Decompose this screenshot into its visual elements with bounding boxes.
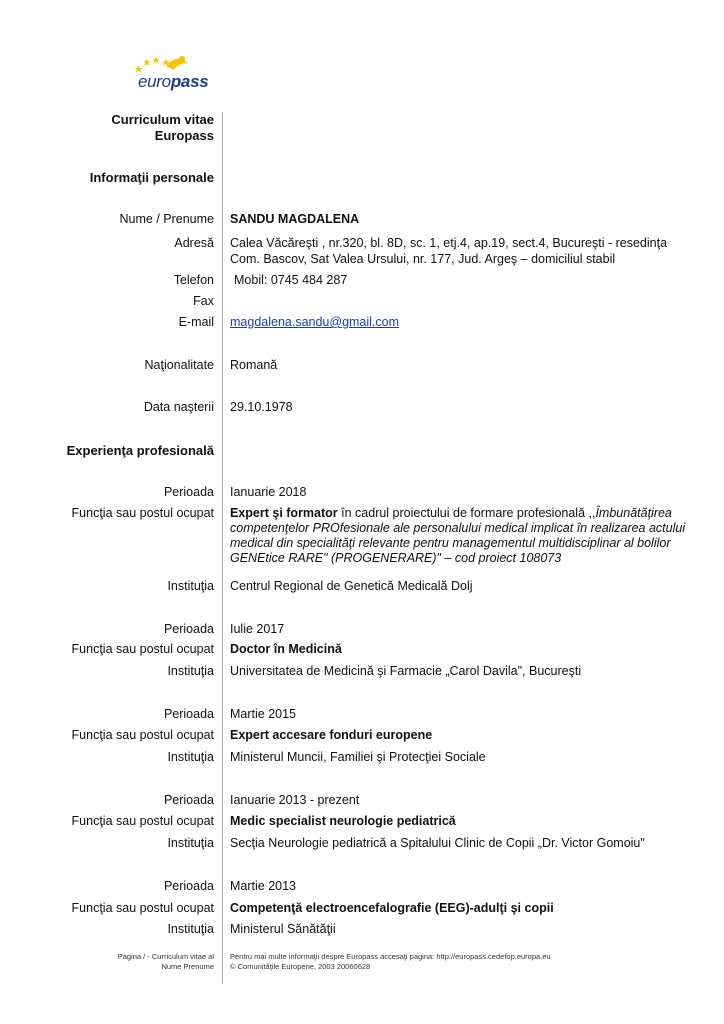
institution-label: Instituţia [167, 750, 214, 764]
position-value: Expert accesare fonduri europene [230, 728, 433, 742]
email-link[interactable]: magdalena.sandu@gmail.com [230, 315, 400, 329]
footer-right-line2: © Comunităţile Europene, 2003 20060628 [230, 962, 371, 971]
position-value: Expert şi formator în cadrul proiectului de formare profesională ,,Îmbunătăţirea [230, 506, 672, 520]
institution-label: Instituţia [167, 922, 214, 936]
position-label: Funcţia sau postul ocupat [71, 506, 214, 520]
period-label: Perioada [163, 793, 214, 807]
column-divider [222, 112, 223, 984]
institution-value: Centrul Regional de Genetică Medicală Dolj [230, 579, 473, 593]
position-value: Competenţă electroencefalografie (EEG)-adulţi şi copii [230, 901, 554, 915]
period-label: Perioada [163, 879, 214, 893]
period-value: Ianuarie 2018 [230, 485, 307, 499]
nationality-value: Romană [230, 358, 278, 372]
nationality-label: Naţionalitate [144, 358, 214, 372]
footer-right-line1: Pentru mai multe informaţii despre Europass accesaţi pagina: http://europass.cedefop.europa.eu [230, 952, 551, 961]
position-value-line2: competenţelor PROfesionale ale personalului medical implicat în realizarea actului [230, 521, 686, 535]
name-value: SANDU MAGDALENA [230, 212, 360, 226]
phone-label: Telefon [173, 273, 214, 287]
birth-label: Data naşterii [143, 400, 214, 414]
birth-value: 29.10.1978 [230, 400, 293, 414]
fax-label: Fax [193, 294, 214, 308]
institution-label: Instituţia [167, 664, 214, 678]
institution-value: Secţia Neurologie pediatrică a Spitalului Clinic de Copii „Dr. Victor Gomoiu" [230, 836, 645, 850]
phone-value: Mobil: 0745 484 287 [234, 273, 348, 287]
position-label: Funcţia sau postul ocupat [71, 642, 214, 656]
period-value: Ianuarie 2013 - prezent [230, 793, 360, 807]
period-label: Perioada [163, 485, 214, 499]
footer-left-line2: Nume Prenume [161, 962, 214, 971]
institution-value: Ministerul Muncii, Familiei şi Protecţiei Sociale [230, 750, 486, 764]
section-experience-heading: Experienţa profesională [66, 443, 214, 458]
institution-value: Universitatea de Medicină şi Farmacie „Carol Davila", Bucureşti [230, 664, 582, 678]
doc-title-line2: Europass [154, 128, 214, 143]
position-value: Medic specialist neurologie pediatrică [230, 814, 456, 828]
address-line1: Calea Văcăreşti , nr.320, bl. 8D, sc. 1, etj.4, ap.19, sect.4, Bucureşti - resedinţa [230, 236, 668, 250]
period-label: Perioada [163, 622, 214, 636]
institution-label: Instituţia [167, 836, 214, 850]
period-value: Iulie 2017 [230, 622, 285, 636]
footer-left-line1: Pagina / - Curriculum vitae al [117, 952, 214, 961]
section-personal-heading: Informaţii personale [89, 170, 214, 185]
address-line2: Com. Bascov, Sat Valea Ursului, nr. 177, Jud. Argeş – domiciliul stabil [230, 252, 616, 266]
period-value: Martie 2015 [230, 707, 297, 721]
position-value-line4: GENEtice RARE" (PROGENERARE)" – cod proiect 108073 [230, 551, 562, 565]
position-label: Funcţia sau postul ocupat [71, 901, 214, 915]
period-label: Perioada [163, 707, 214, 721]
address-label: Adresă [174, 236, 214, 250]
doc-title-line1: Curriculum vitae [111, 112, 214, 127]
name-label: Nume / Prenume [119, 212, 214, 226]
email-label: E-mail [178, 315, 214, 329]
position-value: Doctor în Medicină [230, 642, 342, 656]
institution-value: Ministerul Sănătăţii [230, 922, 336, 936]
position-label: Funcţia sau postul ocupat [71, 728, 214, 742]
institution-label: Instituţia [167, 579, 214, 593]
europass-logo-text: europass [138, 72, 209, 91]
position-value-line3: medical din specialităţi relevante pentru managementul multidisciplinar al bolilor [230, 536, 671, 550]
position-label: Funcţia sau postul ocupat [71, 814, 214, 828]
period-value: Martie 2013 [230, 879, 297, 893]
